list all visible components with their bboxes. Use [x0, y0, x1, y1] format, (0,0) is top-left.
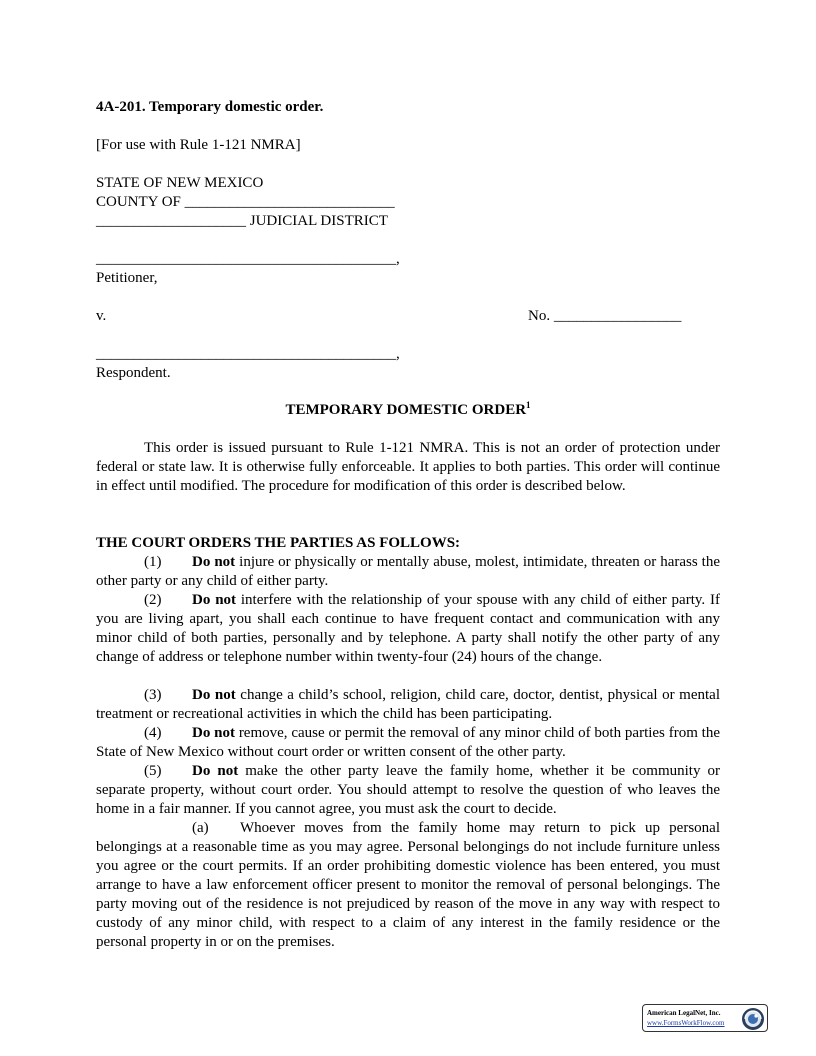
- court-orders-heading: THE COURT ORDERS THE PARTIES AS FOLLOWS:: [96, 535, 461, 551]
- footer-badge[interactable]: [642, 1004, 768, 1032]
- sub-item-number: (a): [192, 820, 209, 836]
- item-text: injure or physically or mentally abuse, molest, intimidate, threaten or harass the other party or any child of either party.: [96, 554, 721, 589]
- badge-company: American LegalNet, Inc.: [647, 1009, 721, 1017]
- item-text: make the other party leave the family home, whether it be community or separate property, without court order. You should attempt to resolve the question of who leaves the home in a fair manner. If you cannot agree, you must ask the court to decide.: [96, 763, 720, 817]
- sub-item-text: Whoever moves from the family home may return to pick up personal belongings at a reasonable time as you may agree. Personal belongings do not include furniture unless you agree or the court permits. If an order prohibiting domestic violence has been entered, you must arrange to have a law enforcement officer present to monitor the removal of personal belongings. The party moving out of the residence is not prejudiced by reason of the move in any way with respect to custody of any minor child, with respect to a claim of any interest in the family residence or the personal property in or on the premises.: [96, 820, 720, 950]
- order-item-1: [96, 553, 720, 591]
- respondent-label: Respondent.: [96, 365, 171, 381]
- badge-url[interactable]: www.FormsWorkFlow.com: [647, 1019, 725, 1027]
- order-sub-item-a: [96, 819, 720, 952]
- order-item-3: [96, 686, 720, 724]
- rule-title: 4A-201. Temporary domestic order.: [96, 99, 324, 115]
- item-number: (5): [144, 763, 162, 779]
- item-number: (3): [144, 687, 162, 703]
- item-text: remove, cause or permit the removal of any minor child of both parties from the State of New Mexico without court order or written consent of the other party.: [96, 725, 721, 760]
- item-lead: Do not: [192, 554, 236, 570]
- petitioner-blank: ________________________________________,: [96, 251, 400, 267]
- item-text: change a child’s school, religion, child care, doctor, dentist, physical or mental treatment or recreational activities in which the child has been participating.: [96, 687, 721, 722]
- item-text: interfere with the relationship of your spouse with any child of either party. If you are living apart, you shall each continue to have frequent contact and communication with any minor child of both parties, personally and by telephone. A party shall notify the other party of any change of address or telephone number within twenty-four (24) hours of the change.: [96, 592, 720, 665]
- intro-paragraph: This order is issued pursuant to Rule 1-121 NMRA. This is not an order of protection under federal or state law. It is otherwise fully enforceable. It applies to both parties. This order will continue in effect until modified. The procedure for modification of this order is described below.: [96, 440, 720, 494]
- item-lead: Do not: [192, 687, 236, 703]
- order-title: [0, 401, 816, 420]
- order-title-text: TEMPORARY DOMESTIC ORDER: [285, 402, 527, 418]
- item-lead: Do not: [192, 592, 237, 608]
- globe-logo-icon: [741, 1007, 765, 1031]
- item-number: (1): [144, 554, 162, 570]
- order-item-4: [96, 724, 720, 762]
- order-item-2: [96, 591, 720, 667]
- item-number: (4): [144, 725, 162, 741]
- state-line: STATE OF NEW MEXICO: [96, 175, 264, 191]
- district-line: ____________________ JUDICIAL DISTRICT: [96, 213, 388, 229]
- use-note: [For use with Rule 1-121 NMRA]: [96, 137, 301, 153]
- petitioner-label: Petitioner,: [96, 270, 158, 286]
- versus-label: v.: [96, 308, 107, 324]
- order-item-5: [96, 762, 720, 819]
- respondent-blank: ________________________________________,: [96, 346, 400, 362]
- footnote-mark: 1: [526, 400, 531, 410]
- item-lead: Do not: [192, 763, 239, 779]
- case-number: No. _________________: [528, 308, 682, 324]
- item-number: (2): [144, 592, 162, 608]
- item-lead: Do not: [192, 725, 235, 741]
- county-line: COUNTY OF ____________________________: [96, 194, 395, 210]
